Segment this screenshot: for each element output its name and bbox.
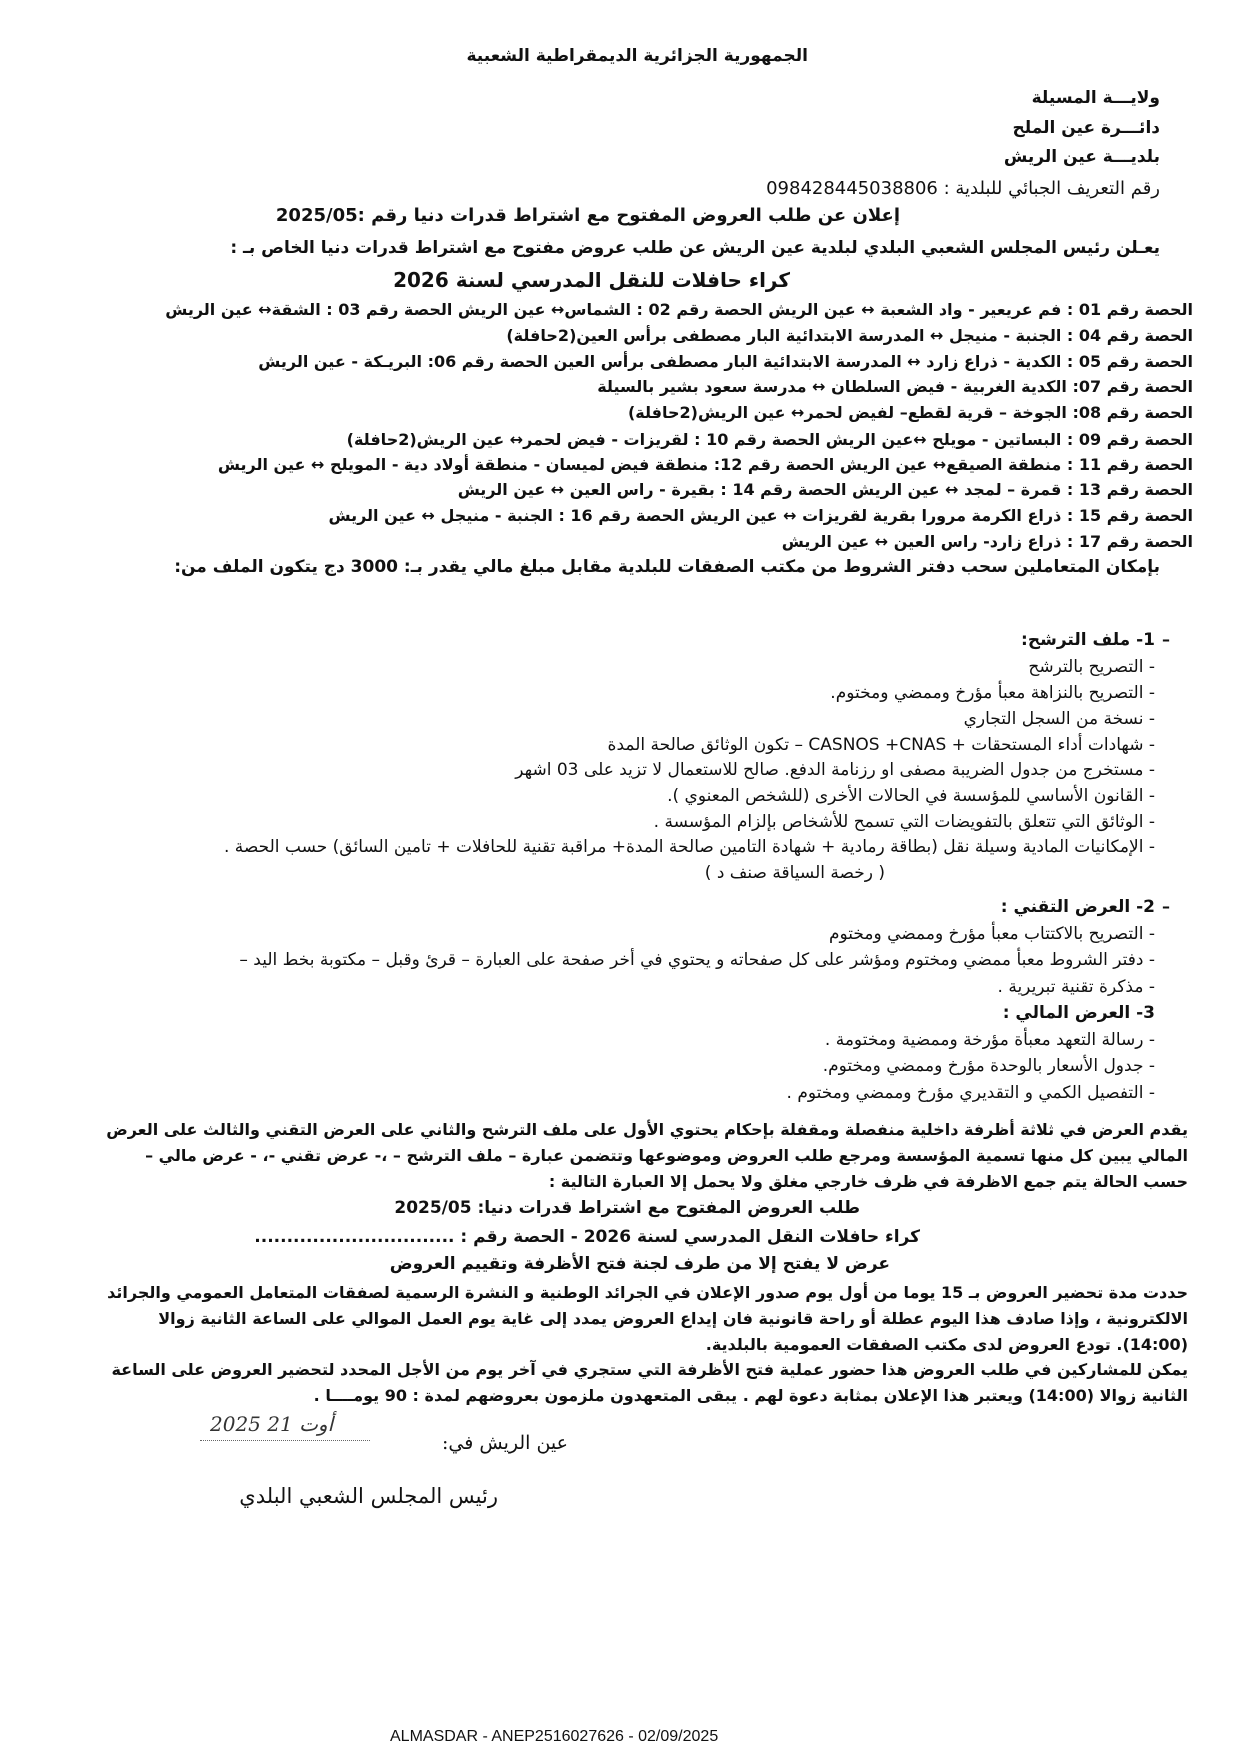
- sec1-item: ( رخصة السياقة صنف د ): [704, 863, 885, 883]
- outer-envelope-line: كراء حافلات النقل المدرسي لسنة 2026 - الحصة رقم : ...............................: [254, 1227, 920, 1247]
- republic-header: الجمهورية الجزائرية الديمقراطية الشعبية: [466, 46, 808, 66]
- announcement-subject: كراء حافلات للنقل المدرسي لسنة 2026: [393, 268, 790, 292]
- announcement-title: إعلان عن طلب العروض المفتوح مع اشتراط قدرات دنيا رقم :2025/05: [275, 205, 900, 226]
- withdraw-note: بإمكان المتعاملين سحب دفتر الشروط من مكتب الصفقات للبلدية مقابل مبلغ مالي يقدر بـ: 3000 دج يتكون الملف من:: [174, 557, 1160, 577]
- sec1-item: - نسخة من السجل التجاري: [963, 709, 1155, 729]
- lot-line: الحصة رقم 04 : الجنبة - منيجل ↔ المدرسة الابتدائية البار مصطفى برأس العين(2حافلة): [506, 326, 1193, 345]
- envelope-text: حسب الحالة يتم جمع الاظرفة في ظرف خارجي مغلق ولا يحمل إلا العبارة التالية :: [548, 1172, 1188, 1191]
- place-date-label: عين الريش في:: [442, 1432, 568, 1454]
- sec1-item: - شهادات أداء المستحقات + CASNOS +CNAS – تكون الوثائق صالحة المدة: [607, 735, 1155, 755]
- lot-line: الحصة رقم 11 : منطقة الصيقع↔ عين الريش الحصة رقم 12: منطقة فيض لميسان - منطقة أولاد دية - المويلح ↔ عين الريش: [217, 455, 1193, 474]
- handwritten-date: 2025 أوت 21: [210, 1412, 334, 1436]
- sec3-item: - جدول الأسعار بالوحدة مؤرخ وممضي ومختوم.: [822, 1056, 1155, 1076]
- sec1-item: - التصريح بالنزاهة معبأ مؤرخ وممضي ومختوم.: [830, 683, 1155, 703]
- lot-line: الحصة رقم 15 : ذراع الكرمة مرورا بقرية لقريزات ↔ عين الريش الحصة رقم 16 : الجنبة - منيجل ↔ عين الريش: [328, 506, 1193, 525]
- outer-envelope-line: عرض لا يفتح إلا من طرف لجنة فتح الأظرفة وتقييم العروض: [389, 1254, 890, 1274]
- sec1-item: - الإمكانيات المادية وسيلة نقل (بطاقة رمادية + شهادة التامين صالحة المدة+ مراقبة تقنية للحافلات + تامين السائق) حسب الحصة .: [223, 837, 1155, 857]
- deadline-text: الالكترونية ، وإذا صادف هذا اليوم عطلة أو راحة قانونية فان إيداع العروض يمدد إلى غاية يوم العمل الموالي على الساعة الثانية زوالا: [158, 1309, 1188, 1328]
- lot-line: الحصة رقم 08: الجوخة – قرية لقطع– لفيض لحمر↔ عين الريش(2حافلة): [627, 403, 1193, 422]
- sec1-title: 1- ملف الترشح:: [1021, 630, 1155, 650]
- deadline-text: (14:00). تودع العروض لدى مكتب الصفقات العمومية بالبلدية.: [705, 1335, 1188, 1354]
- lot-line: الحصة رقم 09 : البساتين - مويلح ↔عين الريش الحصة رقم 10 : لقريزات - فيض لحمر↔ عين الريش(2حافلة): [346, 430, 1193, 449]
- sec1-item: - التصريح بالترشح: [1028, 657, 1155, 677]
- date-dotted-line: [200, 1440, 370, 1441]
- baladiya: بلديـــة عين الريش: [1003, 147, 1160, 167]
- envelope-text: المالي يبين كل منها تسمية المؤسسة ومرجع طلب العروض وموضوعها وتتضمن عبارة – ملف الترشح – ،- عرض تقني -، - عرض مالي –: [145, 1146, 1188, 1165]
- section-dash: –: [1162, 630, 1170, 649]
- envelope-text: يقدم العرض في ثلاثة أظرفة داخلية منفصلة ومقفلة بإحكام يحتوي الأول على ملف الترشح والثاني على العرض التقني والثالث على العرض: [106, 1120, 1188, 1139]
- sec2-item: - مذكرة تقنية تبريرية .: [997, 977, 1155, 997]
- sec1-item: - مستخرج من جدول الضريبة مصفى او رزنامة الدفع. صالح للاستعمال لا تزيد على 03 اشهر: [515, 760, 1155, 780]
- footer-reference: ALMASDAR - ANEP2516027626 - 02/09/2025: [390, 1728, 719, 1745]
- section-dash: –: [1162, 897, 1170, 916]
- signature-title: رئيس المجلس الشعبي البلدي: [239, 1484, 498, 1508]
- wilaya: ولايـــة المسيلة: [1031, 88, 1160, 108]
- deadline-text: حددت مدة تحضير العروض بـ 15 يوما من أول يوم صدور الإعلان في الجرائد الوطنية و النشرة الرسمية لصفقات المتعامل العمومي والجرائد: [107, 1283, 1188, 1302]
- sec3-title: 3- العرض المالي :: [1002, 1003, 1155, 1023]
- daira: دائـــرة عين الملح: [1012, 118, 1160, 138]
- lot-line: الحصة رقم 01 : فم عريعير - واد الشعبة ↔ عين الريش الحصة رقم 02 : الشماس↔ عين الريش الحصة رقم 03 : الشقة↔ عين الريش: [165, 300, 1193, 319]
- sec2-item: - التصريح بالاكتتاب معبأ مؤرخ وممضي ومختوم: [828, 924, 1155, 944]
- sec3-item: - التفصيل الكمي و التقديري مؤرخ وممضي ومختوم .: [786, 1083, 1155, 1103]
- fiscal-id: رقم التعريف الجبائي للبلدية : 098428445038806: [766, 178, 1160, 199]
- sec2-item: - دفتر الشروط معبأ ممضي ومختوم ومؤشر على كل صفحاته و يحتوي في أخر صفحة على العبارة – قرئ وقبل – مكتوبة بخط اليد –: [239, 950, 1155, 970]
- outer-envelope-line: طلب العروض المفتوح مع اشتراط قدرات دنيا: 2025/05: [394, 1198, 860, 1218]
- lot-line: الحصة رقم 05 : الكدية - ذراع زارد ↔ المدرسة الابتدائية البار مصطفى برأس العين الحصة رقم 06: البريـكة - عين الريش: [258, 352, 1193, 371]
- lot-line: الحصة رقم 13 : قمرة – لمجد ↔ عين الريش الحصة رقم 14 : بقيرة - راس العين ↔ عين الريش: [457, 480, 1193, 499]
- deadline-text: الثانية زوالا (14:00) ويعتبر هذا الإعلان بمثابة دعوة لهم . يبقى المتعهدون ملزمون بعروضهم لمدة : 90 يومــــا .: [313, 1386, 1188, 1405]
- sec2-title: 2- العرض التقني :: [1000, 897, 1155, 917]
- lot-line: الحصة رقم 07: الكدية الغربية - فيض السلطان ↔ مدرسة سعود بشير بالسيلة: [597, 377, 1193, 396]
- announcement-intro: يعـلن رئيس المجلس الشعبي البلدي لبلدية عين الريش عن طلب عروض مفتوح مع اشتراط قدرات دنيا الخاص بـ :: [230, 238, 1160, 258]
- sec1-item: - القانون الأساسي للمؤسسة في الحالات الأخرى (للشخص المعنوي ).: [667, 786, 1155, 806]
- lot-line: الحصة رقم 17 : ذراع زارد- راس العين ↔ عين الريش: [781, 532, 1193, 551]
- sec1-item: - الوثائق التي تتعلق بالتفويضات التي تسمح للأشخاص بإلزام المؤسسة .: [653, 812, 1155, 832]
- deadline-text: يمكن للمشاركين في طلب العروض هذا حضور عملية فتح الأظرفة التي ستجري في آخر يوم من الأجل المحدد لتحضير العروض على الساعة: [111, 1360, 1188, 1379]
- sec3-item: - رسالة التعهد معبأة مؤرخة وممضية ومختومة .: [824, 1030, 1155, 1050]
